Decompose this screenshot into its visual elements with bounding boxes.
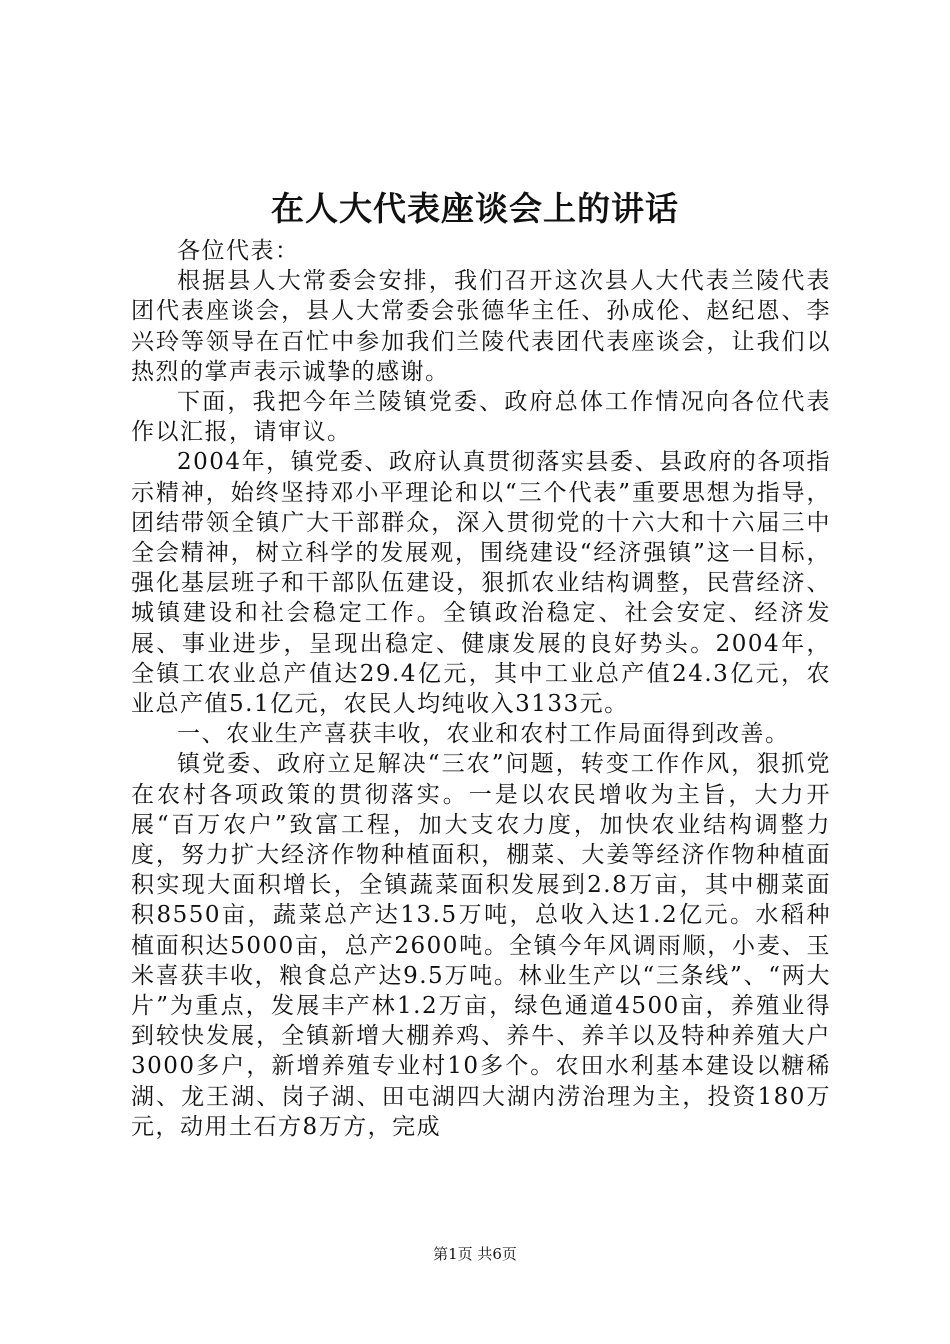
- paragraph-agriculture: 镇党委、政府立足解决“三农”问题，转变工作作风，狠抓党在农村各项政策的贯彻落实。一是以农民增收为主旨，大力开展“百万农户”致富工程，加大支农力度，加快农业结构调整力度，努力扩大经济作物种植面积，棚菜、大姜等经济作物种植面积实现大面积增长，全镇蔬菜面积发展到2.8万亩，其中棚菜面积8550亩，蔬菜总产达13.5万吨，总收入达1.2亿元。水稻种植面积达5000亩，总产2600吨。全镇今年风调雨顺，小麦、玉米喜获丰收，粮食总产达9.5万吨。林业生产以“三条线”、“两大片”为重点，发展丰产林1.2万亩，绿色通道4500亩，养殖业得到较快发展，全镇新增大棚养鸡、养牛、养羊以及特种养殖大户3000多户，新增养殖专业村10多个。农田水利基本建设以糖稀湖、龙王湖、岗子湖、田屯湖四大湖内涝治理为主，投资180万元，动用土石方8万方，完成: [131, 751, 831, 1140]
- paragraph-2004-overview: 2004年，镇党委、政府认真贯彻落实县委、县政府的各项指示精神，始终坚持邓小平理论和以“三个代表”重要思想为指导，团结带领全镇广大干部群众，深入贯彻党的十六大和十六届三中全会精神，树立科学的发展观，围绕建设“经济强镇”这一目标，强化基层班子和干部队伍建设，狠抓农业结构调整，民营经济、城镇建设和社会稳定工作。全镇政治稳定、社会安定、经济发展、事业进步，呈现出稳定、健康发展的良好势头。2004年，全镇工农业总产值达29.4亿元，其中工业总产值24.3亿元，农业总产值5.1亿元，农民人均纯收入3133元。: [131, 449, 831, 718]
- document-title: 在人大代表座谈会上的讲话: [271, 189, 679, 228]
- paragraph-opening: 根据县人大常委会安排，我们召开这次县人大代表兰陵代表团代表座谈会，县人大常委会张德华主任、孙成伦、赵纪恩、李兴玲等领导在百忙中参加我们兰陵代表团代表座谈会，让我们以热烈的掌声表示诚挚的感谢。: [131, 268, 831, 385]
- document-body: [131, 236, 831, 1142]
- section-heading-agriculture: 一、农业生产喜获丰收，农业和农村工作局面得到改善。: [177, 721, 790, 748]
- salutation: 各位代表：: [177, 238, 300, 264]
- paragraph-report-intro: 下面，我把今年兰陵镇党委、政府总体工作情况向各位代表作以汇报，请审议。: [131, 389, 831, 446]
- page-number: 第1页 共6页: [433, 1245, 517, 1263]
